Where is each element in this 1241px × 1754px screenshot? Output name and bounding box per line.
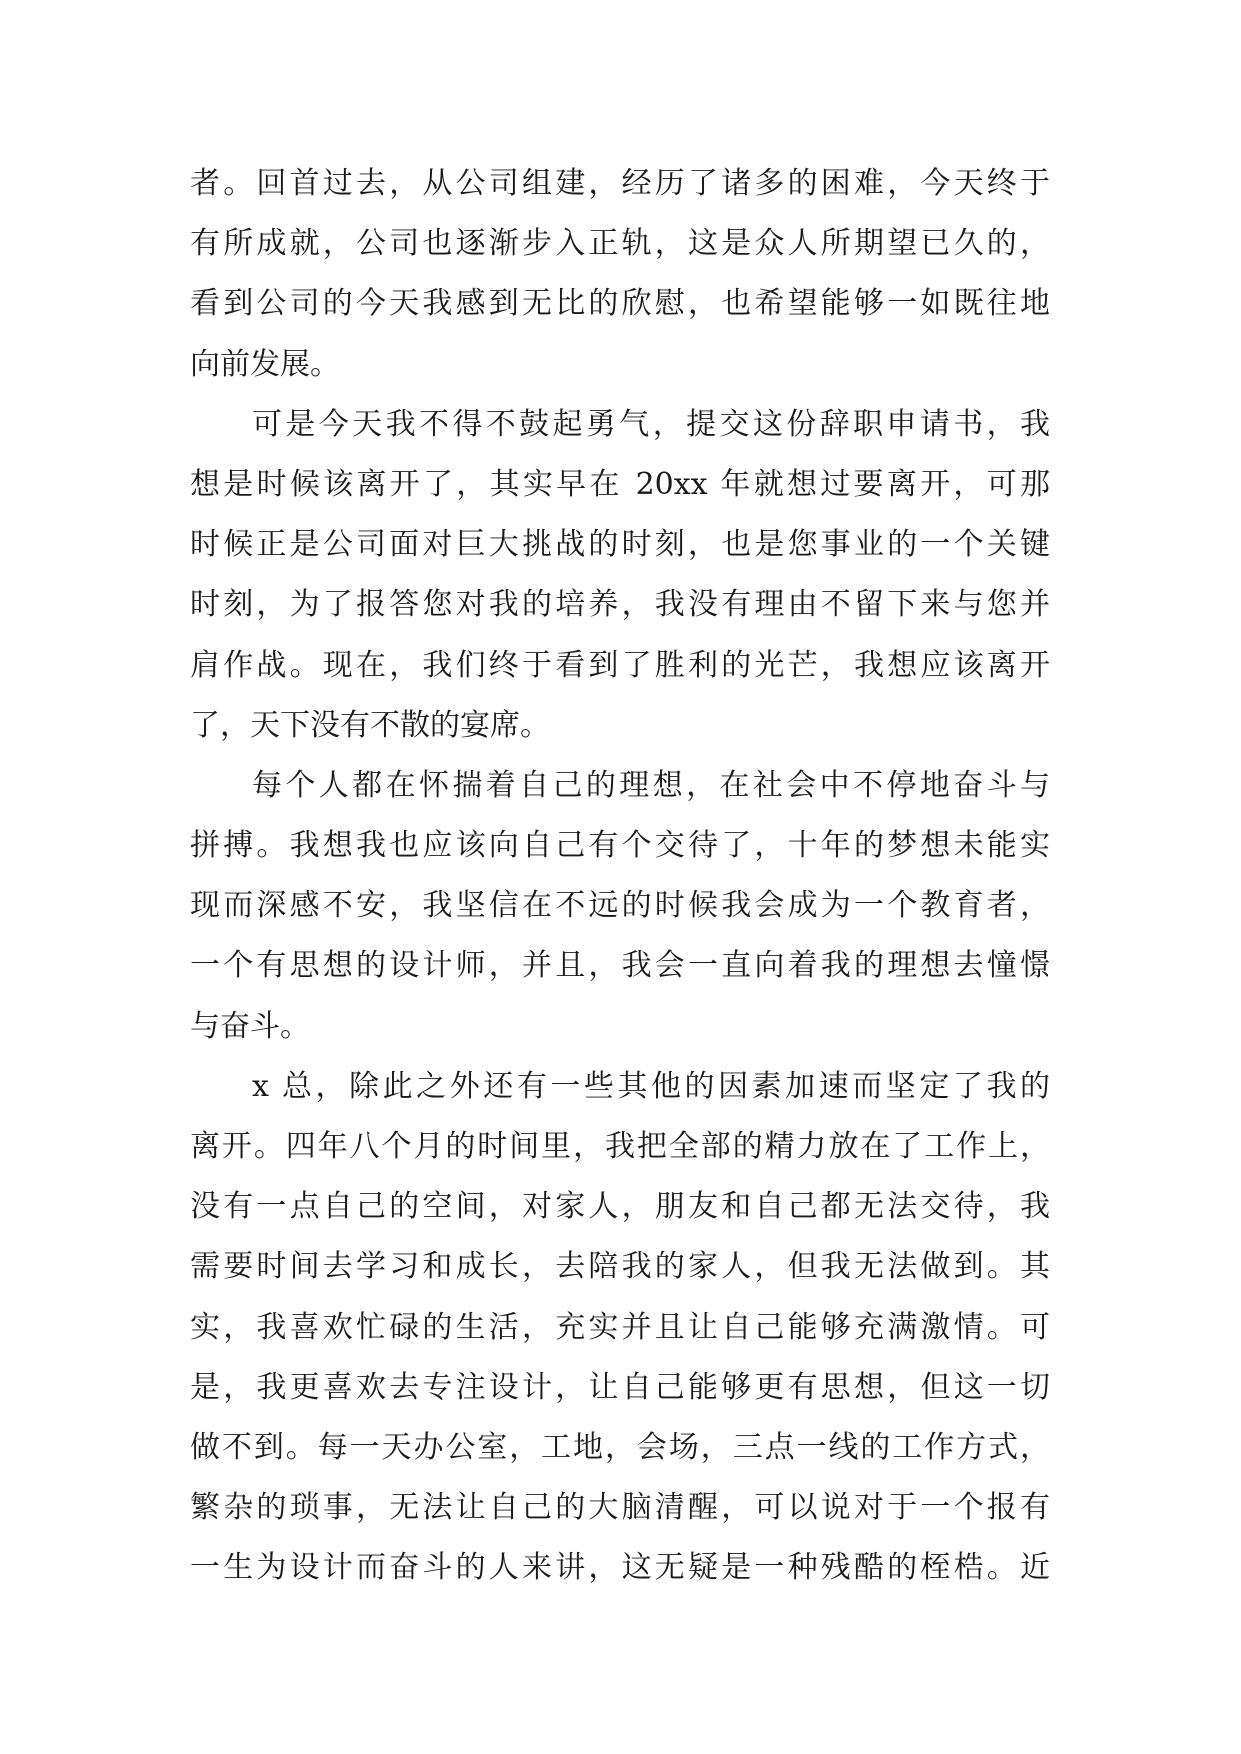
text-line: 是，我更喜欢去专注设计，让自己能够更有思想，但这一切	[190, 1369, 1050, 1405]
text-line: 者。回首过去，从公司组建，经历了诸多的困难，今天终于	[190, 166, 1050, 201]
paragraph-first-line: 可是今天我不得不鼓起勇气，提交这份辞职申请书，我	[252, 406, 1050, 442]
text-line: 实，我喜欢忙碌的生活，充实并且让自己能够充满激情。可	[190, 1309, 1050, 1345]
text-line: 了，天下没有不散的宴席。	[190, 707, 550, 743]
text-line: 拼搏。我想我也应该向自己有个交待了，十年的梦想未能实	[190, 828, 1050, 864]
text-line: 向前发展。	[190, 346, 340, 382]
text-line: 做不到。每一天办公室，工地，会场，三点一线的工作方式，	[190, 1429, 1050, 1465]
text-line: 时刻，为了报答您对我的培养，我没有理由不留下来与您并	[190, 587, 1050, 623]
text-line: 一生为设计而奋斗的人来讲，这无疑是一种残酷的桎梏。近	[190, 1550, 1050, 1586]
text-line: 离开。四年八个月的时间里，我把全部的精力放在了工作上，	[190, 1129, 1050, 1164]
text-line: 想是时候该离开了，其实早在 20xx 年就想过要离开，可那	[190, 466, 1050, 502]
text-line: 时候正是公司面对巨大挑战的时刻，也是您事业的一个关键	[190, 527, 1050, 563]
paragraph-first-line: 每个人都在怀揣着自己的理想，在社会中不停地奋斗与	[252, 767, 1050, 803]
text-line: 一个有思想的设计师，并且，我会一直向着我的理想去憧憬	[190, 948, 1050, 984]
text-line: 需要时间去学习和成长，去陪我的家人，但我无法做到。其	[190, 1249, 1050, 1285]
body-text	[190, 154, 1050, 1599]
text-line: 肩作战。现在，我们终于看到了胜利的光芒，我想应该离开	[190, 647, 1050, 683]
text-line: 没有一点自己的空间，对家人，朋友和自己都无法交待，我	[190, 1189, 1050, 1225]
text-line: 现而深感不安，我坚信在不远的时候我会成为一个教育者，	[190, 888, 1050, 924]
text-line: 与奋斗。	[190, 1008, 310, 1044]
paragraph-first-line: x 总，除此之外还有一些其他的因素加速而坚定了我的	[252, 1068, 1050, 1104]
text-line: 看到公司的今天我感到无比的欣慰，也希望能够一如既往地	[190, 286, 1050, 322]
text-line: 有所成就，公司也逐渐步入正轨，这是众人所期望已久的，	[190, 226, 1050, 262]
text-line: 繁杂的琐事，无法让自己的大脑清醒，可以说对于一个报有	[190, 1490, 1050, 1526]
